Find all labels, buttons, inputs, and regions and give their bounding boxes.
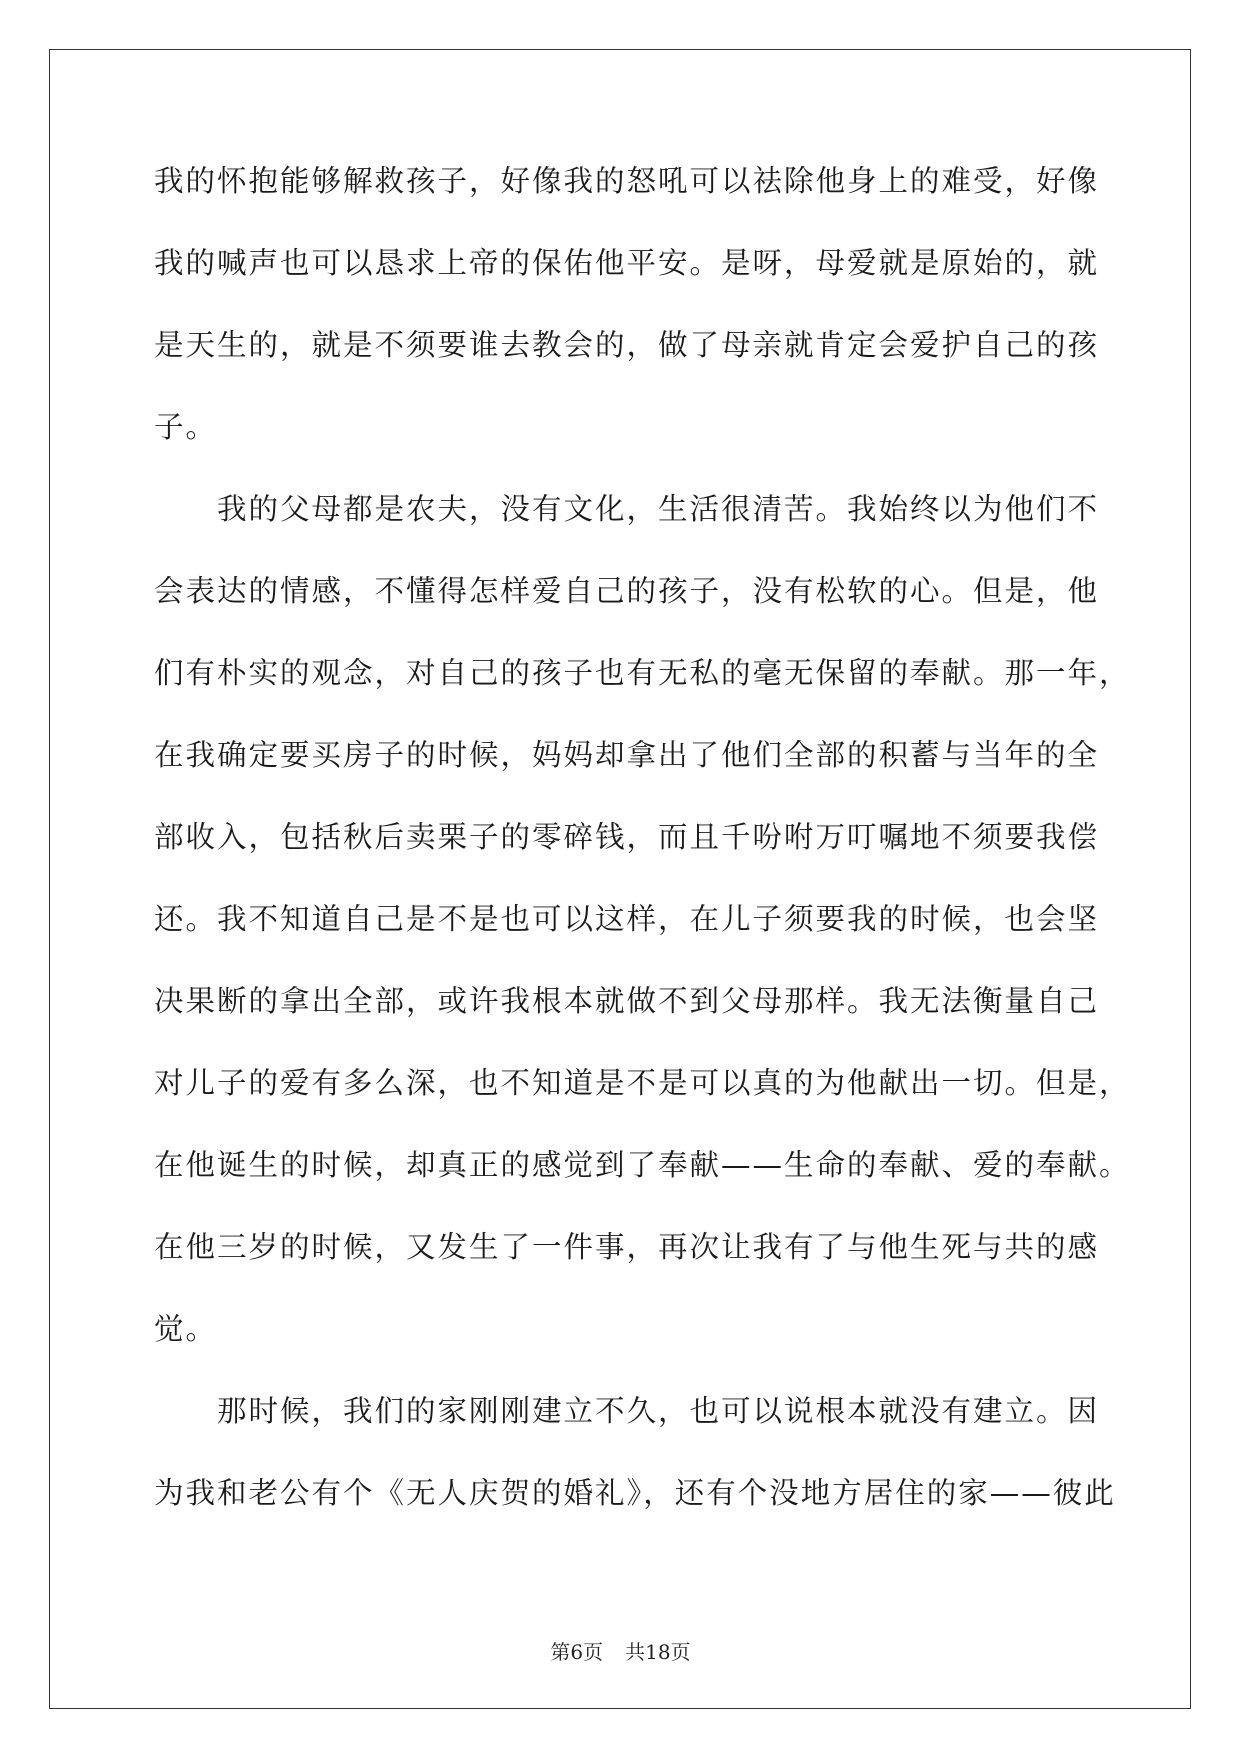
page-number: 第6页 xyxy=(550,1640,604,1664)
text-line: 我的喊声也可以恳求上帝的保佑他平安。是呀，母爱就是原始的，就 xyxy=(154,246,1100,280)
text-line: 决果断的拿出全部，或许我根本就做不到父母那样。我无法衡量自己 xyxy=(154,984,1100,1018)
page-footer xyxy=(0,1636,1241,1665)
text-line: 在他诞生的时候，却真正的感觉到了奉献——生命的奉献、爱的奉献。 xyxy=(154,1148,1131,1182)
text-line: 在他三岁的时候，又发生了一件事，再次让我有了与他生死与共的感 xyxy=(154,1230,1100,1264)
text-line: 在我确定要买房子的时候，妈妈却拿出了他们全部的积蓄与当年的全 xyxy=(154,738,1100,772)
page-total: 共18页 xyxy=(625,1640,691,1664)
text-line: 是天生的，就是不须要谁去教会的，做了母亲就肯定会爱护自己的孩 xyxy=(154,328,1100,362)
document-body xyxy=(154,140,1131,1534)
text-line: 部收入，包括秋后卖栗子的零碎钱，而且千吩咐万叮嘱地不须要我偿 xyxy=(154,820,1100,854)
text-line: 会表达的情感，不懂得怎样爱自己的孩子，没有松软的心。但是，他 xyxy=(154,574,1100,608)
text-line: 还。我不知道自己是不是也可以这样，在儿子须要我的时候，也会坚 xyxy=(154,902,1100,936)
text-line: 为我和老公有个《无人庆贺的婚礼》，还有个没地方居住的家——彼此 xyxy=(154,1476,1116,1510)
text-line: 我的父母都是农夫，没有文化，生活很清苦。我始终以为他们不 xyxy=(154,492,1100,526)
text-line: 觉。 xyxy=(154,1312,218,1346)
text-line: 子。 xyxy=(154,410,218,444)
text-line: 们有朴实的观念，对自己的孩子也有无私的毫无保留的奉献。那一年， xyxy=(154,656,1131,690)
text-line: 那时候，我们的家刚刚建立不久，也可以说根本就没有建立。因 xyxy=(154,1394,1100,1428)
text-line: 对儿子的爱有多么深，也不知道是不是可以真的为他献出一切。但是， xyxy=(154,1066,1131,1100)
text-line: 我的怀抱能够解救孩子，好像我的怒吼可以祛除他身上的难受，好像 xyxy=(154,164,1100,198)
